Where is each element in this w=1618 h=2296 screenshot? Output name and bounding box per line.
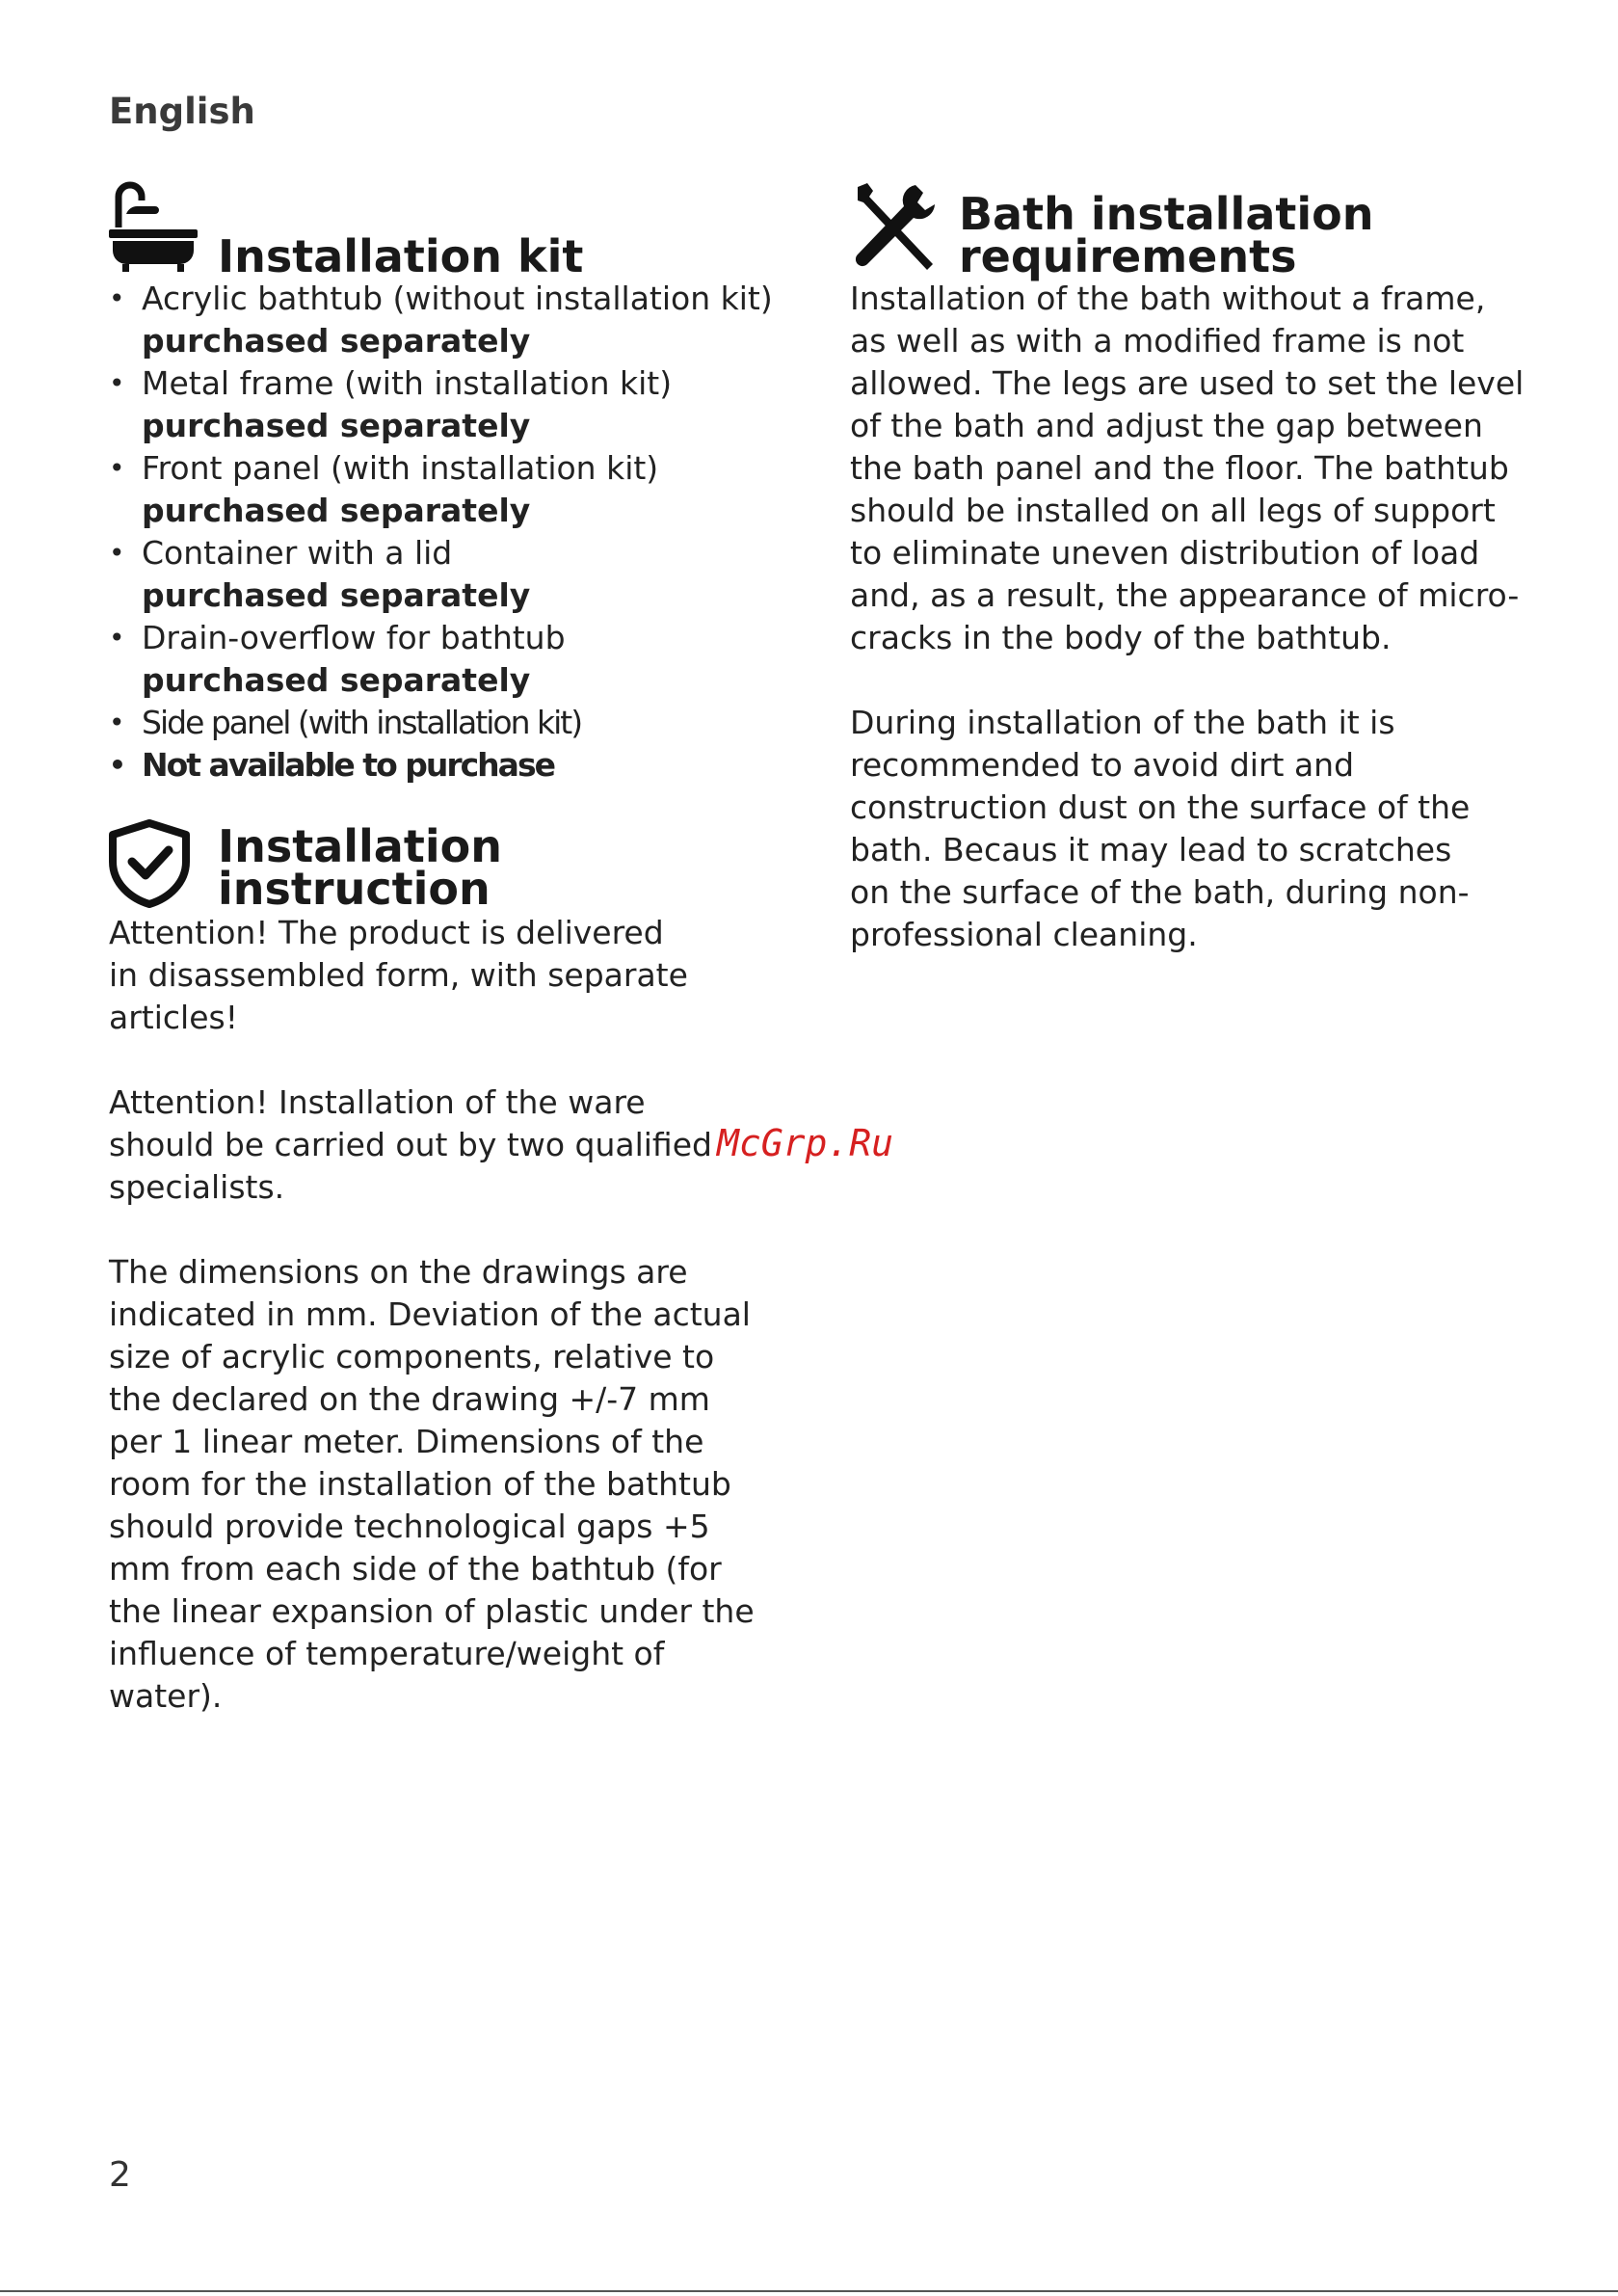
requirements-paragraph: Installation of the bath without a frame, as well as with a modified frame is not allowed. The legs are used to set the level of the bath and adjust the gap between the bath panel and the floor. The bathtub should be installed on all legs of support to eliminate uneven distribution of load and, as a result, the appearance of micro-cracks in the body of the bathtub. — [850, 280, 1525, 656]
list-item — [109, 744, 803, 787]
installation-kit-heading — [109, 181, 803, 282]
instruction-paragraph: Attention! The product is delivered in disassembled form, with separate articles! — [109, 914, 688, 1036]
kit-item-note: purchased separately — [142, 661, 531, 699]
kit-item-note: purchased separately — [142, 407, 531, 444]
kit-item-name: Front panel (with installation kit) — [142, 449, 659, 487]
title-line-1: Bath installation — [959, 188, 1374, 240]
kit-item-name: Container with a lid — [142, 534, 453, 572]
installation-kit-title: Installation kit — [218, 230, 584, 282]
left-column — [109, 181, 803, 1718]
title-line-2: requirements — [959, 230, 1297, 282]
list-item — [109, 362, 803, 447]
kit-item-name: Acrylic bathtub (without installation kit) — [142, 280, 773, 317]
title-line-1: Installation — [218, 820, 502, 872]
bath-requirements-title — [959, 188, 1374, 282]
list-item — [109, 278, 803, 362]
page-number: 2 — [109, 2155, 131, 2195]
kit-item-note: purchased separately — [142, 492, 531, 529]
language-label: English — [109, 91, 255, 132]
requirements-paragraph: During installation of the bath it is recommended to avoid dirt and construction dust on the surface of the bath. Becaus it may lead to scratches on the surface of the bath, during non-professional cleaning. — [850, 704, 1471, 953]
title-line-2: instruction — [218, 863, 491, 915]
instruction-paragraph: The dimensions on the drawings are indicated in mm. Deviation of the actual size of acrylic components, relative to the declared on the drawing +/-7 mm per 1 linear meter. Dimensions of the room for the installation of the bathtub should provide technological gaps +5 mm from each side of the bathtub (for the linear expansion of plastic under the influence of temperature/weight of water). — [109, 1253, 755, 1715]
kit-item-note: purchased separately — [142, 576, 531, 614]
bottom-divider — [0, 2290, 1618, 2292]
shield-check-icon — [109, 819, 190, 908]
list-item — [109, 532, 803, 617]
instruction-paragraph: Attention! Installation of the ware should be carried out by two qualified specialists. — [109, 1083, 712, 1206]
watermark: McGrp.Ru — [717, 1122, 894, 1164]
kit-item-name: Metal frame (with installation kit) — [142, 364, 673, 402]
list-item — [109, 447, 803, 532]
right-column — [850, 181, 1544, 956]
list-item — [109, 617, 803, 702]
tools-icon — [850, 181, 939, 274]
kit-item-name: Drain-overflow for bathtub — [142, 619, 566, 656]
kit-item-name: Side panel (with installation kit) — [142, 704, 582, 741]
kit-item-name: Not available to purchase — [142, 746, 554, 784]
bathtub-shower-icon — [109, 181, 198, 274]
installation-instruction-title — [218, 820, 502, 915]
bath-requirements-heading — [850, 181, 1544, 282]
installation-kit-list — [109, 278, 803, 787]
kit-item-note: purchased separately — [142, 322, 531, 360]
list-item — [109, 702, 803, 744]
installation-instruction-heading — [109, 819, 803, 915]
